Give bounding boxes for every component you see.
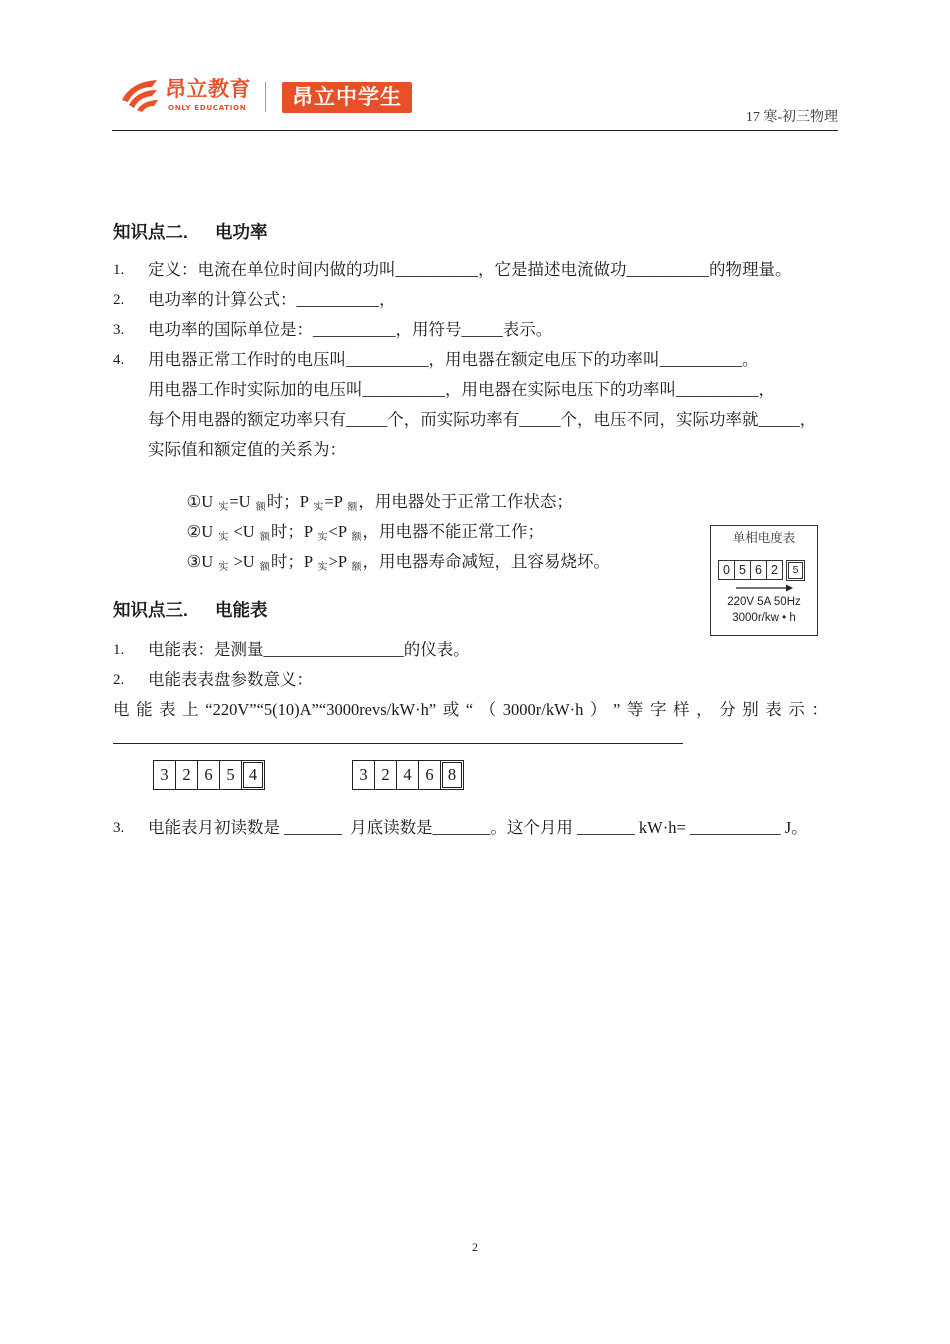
relation-subscript: 实 bbox=[313, 502, 324, 513]
relation-text: ，用电器寿命减短，且容易烧坏。 bbox=[362, 552, 611, 571]
relation-text: ，用电器不能正常工作； bbox=[362, 522, 545, 541]
params-token: ： bbox=[811, 700, 828, 719]
relation-subscript: 额 bbox=[259, 532, 270, 543]
reading-digit: 3 bbox=[153, 760, 176, 790]
arrow-right-icon bbox=[736, 583, 794, 593]
params-token: 分 bbox=[719, 700, 736, 719]
relation-text: ②U bbox=[186, 522, 218, 541]
logo-brand-text: 昂立教育 bbox=[165, 78, 251, 101]
reading-digit: 3 bbox=[352, 760, 375, 790]
relation-subscript: 额 bbox=[351, 562, 362, 573]
params-token: 3000r/kW·h bbox=[502, 700, 584, 719]
course-label: 17 寒-初三物理 bbox=[745, 110, 838, 125]
meter-decimal-digit: 5 bbox=[786, 560, 805, 581]
section3-topic: 电能表 bbox=[215, 600, 268, 620]
section2-topic: 电功率 bbox=[215, 222, 268, 242]
relation-subscript: 额 bbox=[255, 502, 266, 513]
item-number: 3. bbox=[113, 820, 125, 836]
item-text: 电功率的国际单位是：__________，用符号_____表示。 bbox=[148, 320, 553, 339]
relation-line-greater bbox=[170, 529, 611, 573]
relation-subscript: 额 bbox=[259, 562, 270, 573]
logo-brand-en-text: ONLY EDUCATION bbox=[168, 103, 247, 112]
meter-digit: 2 bbox=[766, 560, 783, 580]
item-text: 每个用电器的额定功率只有_____个，而实际功率有_____个，电压不同，实际功率就_____， bbox=[148, 410, 817, 429]
relation-text: 时；P bbox=[266, 492, 313, 511]
meter-digit-row bbox=[718, 560, 805, 581]
item-text: 用电器工作时实际加的电压叫__________，用电器在实际电压下的功率叫__________， bbox=[148, 380, 775, 399]
relation-subscript: 实 bbox=[218, 562, 229, 573]
params-token: “ bbox=[465, 700, 474, 719]
reading-digit: 6 bbox=[418, 760, 441, 790]
item-number: 2. bbox=[113, 292, 125, 308]
params-token: 样 bbox=[673, 700, 690, 719]
params-token: 表 bbox=[765, 700, 782, 719]
relation-text: <P bbox=[328, 522, 351, 541]
logo-divider bbox=[265, 82, 266, 112]
item-number: 3. bbox=[113, 322, 125, 338]
answer-line bbox=[113, 743, 683, 744]
relation-text: =P bbox=[324, 492, 347, 511]
params-token: 等 bbox=[626, 700, 644, 719]
item-text: 电能表表盘参数意义： bbox=[148, 670, 313, 689]
params-token: 或 bbox=[442, 700, 460, 719]
reading-digit: 5 bbox=[219, 760, 242, 790]
item-text: 电能表月初读数是 _______ 月底读数是_______。这个月用 _______ kW·h= ___________ J。 bbox=[148, 818, 808, 837]
reading-digit: 4 bbox=[396, 760, 419, 790]
relation-text: ③U bbox=[186, 552, 218, 571]
reading-digit: 6 bbox=[197, 760, 220, 790]
relation-text: ①U bbox=[186, 492, 218, 511]
section2-title: 知识点二. bbox=[113, 222, 188, 242]
reading-decimal-digit: 4 bbox=[241, 760, 265, 790]
relation-line-less bbox=[170, 499, 545, 543]
relation-subscript: 额 bbox=[347, 502, 358, 513]
reading-decimal-digit: 8 bbox=[440, 760, 464, 790]
meter-title: 单相电度表 bbox=[732, 531, 796, 545]
reading-digit: 2 bbox=[374, 760, 397, 790]
relation-text: 时；P bbox=[270, 522, 317, 541]
relation-text: >U bbox=[229, 552, 259, 571]
params-token: 别 bbox=[742, 700, 759, 719]
energy-meter-illustration bbox=[710, 525, 818, 636]
item-text: 实际值和额定值的关系为： bbox=[148, 440, 346, 459]
item-text: 电能表：是测量_________________的仪表。 bbox=[148, 640, 470, 659]
item-number: 1. bbox=[113, 262, 125, 278]
relation-text: <U bbox=[229, 522, 259, 541]
relation-subscript: 实 bbox=[218, 532, 229, 543]
relation-subscript: 实 bbox=[218, 502, 229, 513]
page-number: 2 bbox=[472, 1240, 478, 1254]
item-text: 定义：电流在单位时间内做的功叫__________，它是描述电流做功__________的物理量。 bbox=[148, 260, 792, 279]
logo-mark-icon bbox=[119, 77, 163, 113]
params-token: ） bbox=[589, 700, 607, 719]
params-token: 字 bbox=[649, 700, 667, 719]
reading-end-of-month bbox=[352, 760, 464, 790]
sub-brand-badge: 昂立中学生 bbox=[282, 82, 412, 113]
header-divider bbox=[112, 130, 838, 131]
item-number: 1. bbox=[113, 642, 125, 658]
meter-digit: 5 bbox=[734, 560, 751, 580]
meter-params-sentence bbox=[113, 699, 828, 721]
relation-text: >P bbox=[328, 552, 351, 571]
params-token: （ bbox=[479, 700, 497, 719]
params-token: ， bbox=[696, 700, 713, 719]
meter-spec-constant: 3000r/kw • h bbox=[732, 612, 796, 624]
relation-subscript: 实 bbox=[317, 532, 328, 543]
section3-title: 知识点三. bbox=[113, 600, 188, 620]
item-text: 电功率的计算公式：__________， bbox=[148, 290, 396, 309]
item-text: 用电器正常工作时的电压叫__________，用电器在额定电压下的功率叫__________。 bbox=[148, 350, 759, 369]
meter-spec-rating: 220V 5A 50Hz bbox=[727, 596, 801, 608]
relation-text: =U bbox=[229, 492, 255, 511]
params-token: 表 bbox=[159, 700, 176, 719]
params-token: 电 bbox=[113, 700, 130, 719]
item-number: 2. bbox=[113, 672, 125, 688]
relation-text: ，用电器处于正常工作状态； bbox=[358, 492, 573, 511]
meter-digit: 6 bbox=[750, 560, 767, 580]
relation-subscript: 额 bbox=[351, 532, 362, 543]
params-token: 示 bbox=[788, 700, 805, 719]
relation-line-equal bbox=[170, 469, 573, 513]
params-token: “220V”“5(10)A”“3000revs/kW·h” bbox=[205, 700, 437, 719]
params-token: 上 bbox=[182, 700, 199, 719]
relation-subscript: 实 bbox=[317, 562, 328, 573]
params-token: ” bbox=[613, 700, 621, 719]
params-token: 能 bbox=[136, 700, 153, 719]
item-number: 4. bbox=[113, 352, 125, 368]
relation-text: 时；P bbox=[270, 552, 317, 571]
meter-digit: 0 bbox=[718, 560, 735, 580]
reading-digit: 2 bbox=[175, 760, 198, 790]
reading-start-of-month bbox=[153, 760, 265, 790]
